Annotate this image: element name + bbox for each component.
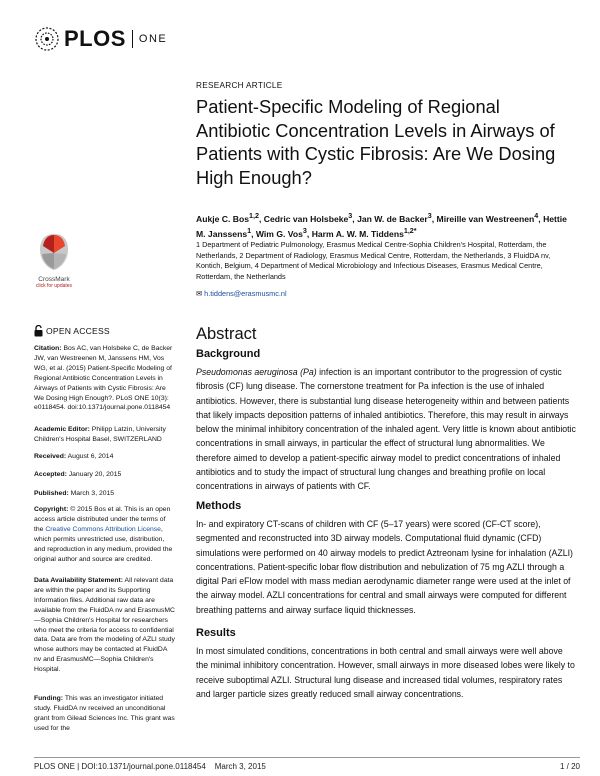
copyright-text-2: , which permits unrestricted use, distribution, and reproduction in any medium, provided the original author and source are credited. — [34, 525, 173, 563]
citation — [34, 344, 176, 413]
journal-logo — [34, 26, 167, 52]
crossmark-label: CrossMark — [38, 276, 70, 283]
author-list: Aukje C. Bos$^{1,2}$, Cedric van Holsbeke$^3$, Jan W. de Backer$^3$, Mireille van Westreenen$^4$, Hettie M. Janssens$^1$, Wim G. Vos$^3$, Harm A. W. M. Tiddens$^{1,2*}$ — [196, 212, 567, 239]
plos-logo-icon — [34, 26, 60, 52]
data-availability-text: All relevant data are within the paper and its Supporting Information files. Additional raw data are available from the FluidDA nv and ErasmusMC—Sophia Children's Hospital for researchers who meet the criteria for access to confidential data. Data are from the modeling of AZLI study whose authors may be contacted at FluidDA nv and ErasmusMC—Sophia Children's Hospital. — [34, 577, 175, 674]
logo-divider — [132, 30, 133, 48]
received-date — [34, 452, 176, 462]
author[interactable]: Jan W. de Backer$^3$ — [357, 212, 432, 224]
page-number: 1 / 20 — [559, 762, 580, 771]
email-link[interactable]: h.tiddens@erasmusmc.nl — [204, 289, 287, 298]
published-label: Published: — [34, 490, 69, 497]
corresponding-mark: * — [413, 226, 417, 235]
methods-heading: Methods — [196, 500, 242, 512]
data-availability — [34, 576, 176, 675]
results-paragraph: In most simulated conditions, concentrations in both central and small airways were well above the minimal inhibitory concentration. However, small airways in more diseased lobes were likely to receive suboptimal AZLI. Structural lung disease and increased tidal volumes, respiratory rates and larger particle sizes greatly reduced small airway concentrations. — [196, 646, 575, 699]
article-type: RESEARCH ARTICLE — [196, 81, 283, 90]
citation-text: Bos AC, van Holsbeke C, de Backer JW, van Westreenen M, Janssens HM, Vos WG, et al. (2015) Patient-Specific Modeling of Regional Antibiotic Concentration Levels in Airways of Patients with Cystic Fibrosis: Are We Dosing High Enough?. PLoS ONE 10(3): e0118454. doi:10.1371/journal.pone.0118454 — [34, 345, 173, 412]
affiliations: 1 Department of Pediatric Pulmonology, Erasmus Medical Centre-Sophia Children's Hospital, Rotterdam, the Netherlands, 2 Department of Radiology, Erasmus Medical Centre, Rotterdam, the Netherlands, 3 FluidDA nv, Kontich, Belgium, 4 Department of Medical Microbiology and Infectious Diseases, Erasmus Medical Centre, Rotterdam, the Netherlands — [196, 240, 551, 281]
accepted-label: Accepted: — [34, 471, 67, 478]
abstract-heading: Abstract — [196, 325, 257, 343]
footer-divider — [34, 757, 580, 758]
author[interactable]: Aukje C. Bos$^{1,2}$ — [196, 212, 259, 224]
published-date — [34, 489, 176, 499]
species-name: Pseudomonas aeruginosa (Pa) — [196, 367, 317, 377]
corresponding-email[interactable] — [196, 289, 287, 298]
copyright-text: © 2015 Bos et al. This is an open access article distributed under the terms of the — [34, 506, 171, 533]
open-lock-icon — [34, 325, 43, 337]
published-text: March 3, 2015 — [70, 490, 115, 497]
author[interactable]: Cedric van Holsbeke$^3$ — [263, 212, 353, 224]
accepted-text: January 20, 2015 — [68, 471, 122, 478]
funding-label: Funding: — [34, 695, 64, 702]
author[interactable]: Hettie M. Janssens$^1$ — [196, 213, 567, 239]
copyright — [34, 505, 176, 564]
methods-paragraph: In- and expiratory CT-scans of children with CF (5–17 years) were scored (CF-CT score), segmented and reconstructed into 3D airway models. Computational fluid dynamic (CFD) simulations were performed on 40 airway models to predict Aztreonam lysine for inhalation (AZLI) concentrations. Patient-specific lobar flow distribution and nebulization of 75 mg AZLI through a digital Pari eFlow model with mass median aerodynamic diameter range were used at the inlet of the airway model. AZLI concentrations for central and small airways were computed for different breathing patterns and airway surface liquid thicknesses. — [196, 519, 573, 615]
author[interactable]: Wim G. Vos$^3$ — [255, 226, 307, 239]
results-heading: Results — [196, 627, 236, 639]
received-label: Received: — [34, 453, 67, 460]
background-paragraph: Pseudomonas aeruginosa (Pa) infection is an important contributor to the progression of cystic fibrosis (CF) lung disease. The cornerstone treatment for Pa infection is the use of inhaled antibiotics. However, there is substantial lung disease heterogeneity within and between patients that likely impacts deposition patterns of inhaled antibiotics. Therefore, this may result in airways below the minimal inhibitory concentration of the inhaled agent. Very little is known about antibiotic concentrations in small airways, in particular the effect of structural lung abnormalities. We therefore aimed to develop a patient-specific airway model to predict concentrations of inhaled antibiotics and to study the impact of structural lung changes and breathing profile on local concentrations in airways of patients with CF. — [196, 367, 576, 492]
license-link[interactable]: Creative Commons Attribution License — [45, 525, 161, 533]
background-heading: Background — [196, 348, 261, 360]
funding-text: This was an investigator initiated study. FluidDA nv received an unconditional grant from Gilead Sciences Inc. This grant was used for the — [34, 695, 175, 732]
crossmark-badge[interactable] — [34, 232, 74, 289]
crossmark-sublabel: click for updates — [35, 283, 73, 289]
open-access-badge — [34, 325, 110, 337]
open-access-label: OPEN ACCESS — [46, 326, 110, 336]
email-icon: ✉ — [196, 289, 203, 298]
data-availability-label: Data Availability Statement: — [34, 577, 124, 584]
crossmark-icon — [37, 232, 71, 272]
editor-label: Academic Editor: — [34, 426, 90, 433]
author[interactable]: Harm A. W. M. Tiddens$^{1,2}$ — [311, 226, 414, 239]
logo-one-text: ONE — [138, 33, 168, 45]
footer-citation: PLOS ONE | DOI:10.1371/journal.pone.0118454 March 3, 2015 — [34, 762, 266, 771]
editor-text: Philipp Latzin, University Children's Hospital Basel, SWITZERLAND — [34, 426, 166, 443]
author[interactable]: Mireille van Westreenen$^4$ — [436, 212, 539, 224]
copyright-label: Copyright: — [34, 506, 69, 513]
citation-label: Citation: — [34, 345, 62, 352]
funding — [34, 694, 176, 734]
academic-editor — [34, 425, 176, 445]
accepted-date — [34, 470, 176, 480]
received-text: August 6, 2014 — [67, 453, 114, 460]
logo-plos-text: PLOS — [64, 26, 126, 51]
article-title: Patient-Specific Modeling of Regional Antibiotic Concentration Levels in Airways of Patients with Cystic Fibrosis: Are We Dosing High Enough? — [196, 96, 556, 188]
